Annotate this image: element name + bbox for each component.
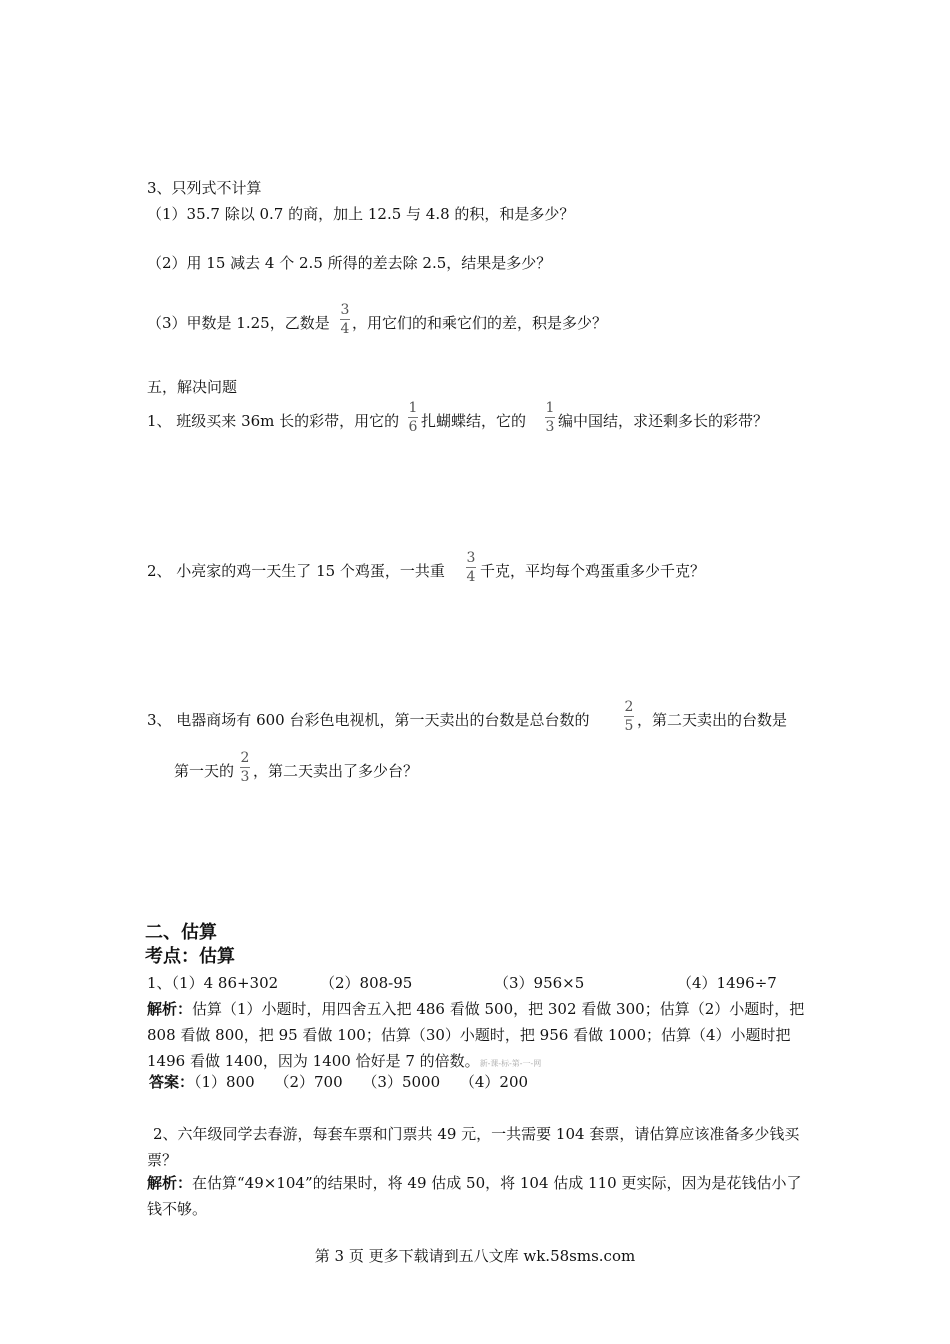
analysis-label: 解析： bbox=[147, 1000, 193, 1018]
answer-label: 答案： bbox=[149, 1073, 195, 1091]
fraction-denominator: 4 bbox=[340, 321, 350, 337]
fraction-numerator: 2 bbox=[624, 699, 634, 715]
problem-3-part-a: 3、 电器商场有 600 台彩色电视机，第一天卖出的台数是总台数的 bbox=[147, 711, 590, 729]
problem-3-part-d: ，第二天卖出了多少台？ bbox=[253, 762, 419, 780]
question-2-text: 2、六年级同学去春游，每套车票和门票共 49 元，一共需要 104 套票，请估算应该准备多少钱买票？ bbox=[147, 1125, 800, 1169]
problem-2-part-a: 2、 小亮家的鸡一天生了 15 个鸡蛋，一共重 bbox=[147, 562, 445, 580]
fraction bbox=[545, 400, 555, 435]
page-footer: 第 3 页 更多下载请到五八文库 wk.58sms.com bbox=[314, 1247, 636, 1265]
question-1: （1）35.7 除以 0.7 的商，加上 12.5 与 4.8 的积，和是多少？ bbox=[147, 205, 575, 223]
fraction-numerator: 1 bbox=[545, 400, 555, 416]
answer-line bbox=[149, 1072, 528, 1092]
fraction-numerator: 3 bbox=[466, 550, 476, 566]
problem-1-part-a: 1、 班级买来 36m 长的彩带，用它的 bbox=[147, 412, 400, 430]
estimate-item-1: 1、（1）4 86+302 bbox=[147, 974, 279, 992]
fraction bbox=[408, 400, 418, 435]
question-3-part-b: ，用它们的和乘它们的差，积是多少？ bbox=[352, 314, 608, 332]
problem-2-part-b: 千克，平均每个鸡蛋重多少千克？ bbox=[480, 562, 706, 580]
analysis-text: 估算（1）小题时，用四舍五入把 486 看做 500，把 302 看做 300；估算（2）小题时，把 808 看做 800，把 95 看做 100；估算（30）小题时，把 956 看做 1000；估算（4）小题时把 1496 看做 1400，因为 1400 恰好是 7 的倍数。 bbox=[147, 1000, 805, 1070]
analysis-text: 在估算“49×104”的结果时，将 49 估成 50，将 104 估成 110 更实际，因为是花钱估小了钱不够。 bbox=[147, 1174, 802, 1218]
problem-1-part-c: 编中国结，求还剩多长的彩带？ bbox=[558, 412, 769, 430]
problem-1-part-b: 扎蝴蝶结，它的 bbox=[421, 412, 527, 430]
question-3-part-a: （3）甲数是 1.25，乙数是 bbox=[147, 314, 330, 332]
fraction-denominator: 6 bbox=[408, 419, 418, 435]
watermark: 新-课-标-第-一-网 bbox=[479, 1059, 542, 1068]
problem-3-part-c: 第一天的 bbox=[174, 762, 235, 780]
analysis-label: 解析： bbox=[147, 1174, 193, 1192]
estimate-item-4: （4）1496÷7 bbox=[677, 974, 777, 992]
q2-analysis-paragraph bbox=[147, 1170, 807, 1222]
estimate-item-2: （2）808-95 bbox=[320, 974, 413, 992]
section-title: 3、只列式不计算 bbox=[147, 179, 262, 197]
estimate-item-3: （3）956×5 bbox=[494, 974, 585, 992]
section-heading: 二、估算 bbox=[145, 922, 217, 943]
fraction-denominator: 4 bbox=[466, 569, 476, 585]
fraction bbox=[240, 750, 250, 785]
problem-3-part-b: ，第二天卖出的台数是 bbox=[637, 711, 788, 729]
fraction bbox=[466, 550, 476, 585]
section-subheading: 考点：估算 bbox=[145, 946, 235, 967]
question-2: （2）用 15 减去 4 个 2.5 所得的差去除 2.5，结果是多少？ bbox=[147, 254, 552, 272]
section-title: 五，解决问题 bbox=[147, 378, 238, 396]
fraction-numerator: 2 bbox=[240, 750, 250, 766]
answer-text: （1）800 （2）700 （3）5000 （4）200 bbox=[194, 1073, 529, 1091]
fraction-denominator: 3 bbox=[240, 769, 250, 785]
fraction bbox=[340, 302, 350, 337]
analysis-paragraph bbox=[147, 996, 807, 1077]
fraction bbox=[624, 699, 634, 734]
fraction-denominator: 3 bbox=[545, 419, 555, 435]
fraction-numerator: 1 bbox=[408, 400, 418, 416]
fraction-denominator: 5 bbox=[624, 718, 634, 734]
fraction-numerator: 3 bbox=[340, 302, 350, 318]
